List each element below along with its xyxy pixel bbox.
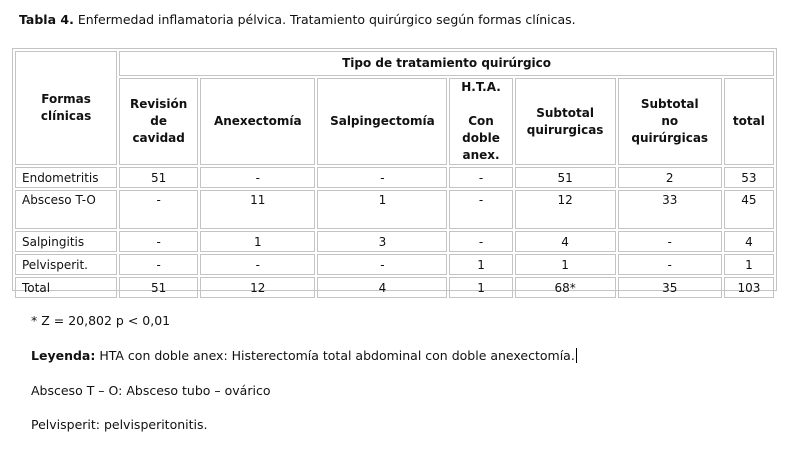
legend-note: [31, 348, 577, 363]
table-cell: -: [618, 254, 722, 275]
table-cell: 11: [200, 190, 315, 229]
table-cell: 51: [119, 277, 198, 298]
row-label: Pelvisperit.: [15, 254, 117, 275]
table-cell: 3: [317, 231, 447, 252]
table-cell: -: [449, 190, 512, 229]
table-cell: 1: [317, 190, 447, 229]
text-cursor: [576, 348, 577, 363]
row-header-cell: Formas clínicas: [15, 51, 117, 165]
row-label: Absceso T-O: [15, 190, 117, 229]
table-cell: 4: [724, 231, 774, 252]
legend-text[interactable]: HTA con doble anex: Histerectomía total abdominal con doble anexectomía.: [99, 348, 575, 363]
table-cell: 45: [724, 190, 774, 229]
data-table-container: [12, 48, 777, 295]
absceso-note: Absceso T – O: Absceso tubo – ovárico: [31, 383, 271, 398]
row-label: Endometritis: [15, 167, 117, 188]
col-header-subtotal-no-quirurgicas: Subtotal no quirúrgicas: [618, 78, 722, 165]
table-row-total: [15, 277, 774, 298]
col-header-subtotal-quirurgicas: Subtotal quirurgicas: [515, 78, 616, 165]
table-cell: 12: [515, 190, 616, 229]
table-cell: -: [449, 167, 512, 188]
table-caption: [19, 12, 576, 27]
table-cell: 1: [200, 231, 315, 252]
col-header-revision: Revisión de cavidad: [119, 78, 198, 165]
table-cell: -: [200, 254, 315, 275]
table-cell: 33: [618, 190, 722, 229]
table-cell: -: [317, 167, 447, 188]
table-row: [15, 167, 774, 188]
table-cell: -: [119, 190, 198, 229]
table-cell: 12: [200, 277, 315, 298]
table-cell: 103: [724, 277, 774, 298]
row-label: Salpingitis: [15, 231, 117, 252]
table-cell: 4: [515, 231, 616, 252]
col-header-anexectomia: Anexectomía: [200, 78, 315, 165]
table-cell: 4: [317, 277, 447, 298]
table-cell: 1: [449, 254, 512, 275]
legend-label: Leyenda:: [31, 348, 96, 363]
col-header-salpingectomia: Salpingectomía: [317, 78, 447, 165]
table-row: [15, 190, 774, 229]
pelvisperit-note: Pelvisperit: pelvisperitonitis.: [31, 417, 208, 432]
table-cell: 1: [449, 277, 512, 298]
caption-text: Enfermedad inflamatoria pélvica. Tratamiento quirúrgico según formas clínicas.: [77, 12, 576, 27]
table-cell: -: [449, 231, 512, 252]
table-row: [15, 254, 774, 275]
table-cell: -: [200, 167, 315, 188]
table-cell: 1: [515, 254, 616, 275]
table-cell: 53: [724, 167, 774, 188]
table-cell: -: [618, 231, 722, 252]
table-cell: -: [317, 254, 447, 275]
row-label: Total: [15, 277, 117, 298]
table-cell: 35: [618, 277, 722, 298]
col-header-total: total: [724, 78, 774, 165]
table-cell: 68*: [515, 277, 616, 298]
table-cell: 1: [724, 254, 774, 275]
table-cell: 2: [618, 167, 722, 188]
group-header: Tipo de tratamiento quirúrgico: [119, 51, 774, 76]
table-row: [15, 231, 774, 252]
table-cell: -: [119, 254, 198, 275]
table-cell: 51: [515, 167, 616, 188]
caption-label: Tabla 4.: [19, 12, 74, 27]
data-table: [13, 49, 776, 300]
table-cell: -: [119, 231, 198, 252]
table-cell: 51: [119, 167, 198, 188]
col-header-hta: H.T.A. Con doble anex.: [449, 78, 512, 165]
stat-note: * Z = 20,802 p < 0,01: [31, 313, 171, 328]
